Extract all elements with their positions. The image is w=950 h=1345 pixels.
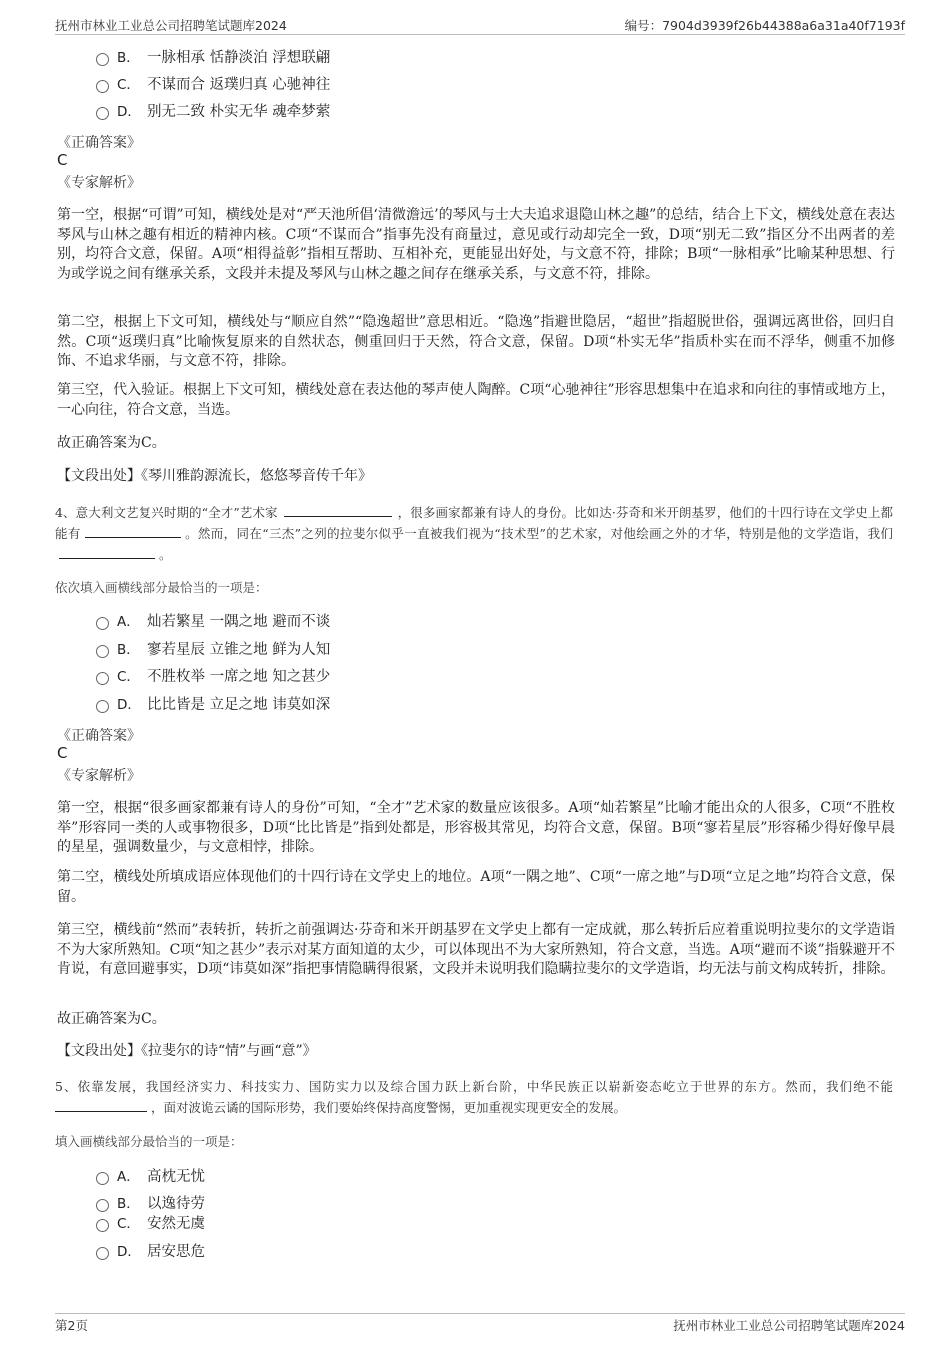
page-number: 第2页 bbox=[55, 1318, 88, 1333]
q3-analysis-p1: 第一空，根据“可谓”可知，横线处是对“严天池所倡‘清微澹远’的琴风与士大夫追求退隐山林之趣”的总结，结合上下文，横线处意在表达琴风与山林之趣有相近的精神内核。C项“不谋而合”指事先没有商量过，意见或行动却完全一致，D项“别无二致”指区分不出两者的差别，均符合文意，保留。A项“相得益彰”指相互帮助、互相补充，更能显出好处，与文意不符，排除；B项“一脉相承”比喻某种思想、行为或学说之间有继承关系，文段并未提及琴风与山林之趣之间存在继承关系，与文意不符，排除。 bbox=[57, 207, 895, 282]
q5-option-d[interactable]: D． 居安思危 bbox=[96, 1242, 205, 1262]
radio-icon[interactable] bbox=[96, 1172, 109, 1185]
radio-icon[interactable] bbox=[96, 80, 109, 93]
fill-blank-3[interactable] bbox=[59, 544, 155, 559]
q4-prompt: 依次填入画横线部分最恰当的一项是： bbox=[55, 580, 268, 595]
q5-prompt: 填入画横线部分最恰当的一项是： bbox=[55, 1134, 243, 1149]
radio-icon[interactable] bbox=[96, 1199, 109, 1212]
radio-icon[interactable] bbox=[96, 1219, 109, 1232]
q5-stem: 5、依靠发展，我国经济实力、科技实力、国防实力以及综合国力跃上新台阶，中华民族正以崭新姿态屹立于世界的东方。然而，我们绝不能，面对波诡云谲的国际形势，我们要始终保持高度警惕，更加重视实现更安全的发展。 bbox=[55, 1079, 893, 1115]
fill-blank-1[interactable] bbox=[284, 502, 392, 517]
radio-icon[interactable] bbox=[96, 617, 109, 630]
q3-conclusion: 故正确答案为C。 bbox=[57, 435, 166, 451]
q3-analysis-label: 《专家解析》 bbox=[57, 175, 141, 191]
fill-blank-2[interactable] bbox=[85, 523, 181, 538]
fill-blank-1[interactable] bbox=[55, 1097, 147, 1112]
q3-answer-label: 《正确答案》 bbox=[57, 135, 141, 151]
radio-icon[interactable] bbox=[96, 107, 109, 120]
page-header bbox=[55, 14, 905, 35]
q4-stem: 4、意大利文艺复兴时期的“全才”艺术家 ，很多画家都兼有诗人的身份。比如达·芬奇和米开朗基罗，他们的十四行诗在文学史上都能有 。然而，同在“三杰”之列的拉斐尔似乎一直被我们视为“技术型”的艺术家，对他绘画之外的才华，特别是他的文学造诣，我们。 bbox=[55, 502, 893, 565]
q5-option-a[interactable]: A． 高枕无忧 bbox=[96, 1167, 205, 1187]
q5-option-c[interactable]: C． 安然无虞 bbox=[96, 1214, 205, 1234]
page-footer bbox=[55, 1313, 905, 1336]
q4-answer-label: 《正确答案》 bbox=[57, 728, 141, 744]
q4-source: 【文段出处】《拉斐尔的诗“情”与画“意”》 bbox=[57, 1043, 317, 1059]
header-title: 抚州市林业工业总公司招聘笔试题库2024 bbox=[55, 18, 287, 33]
q3-source: 【文段出处】《琴川雅韵源流长，悠悠琴音传千年》 bbox=[57, 468, 372, 484]
q4-analysis-p3: 第三空，横线前“然而”表转折，转折之前强调达·芬奇和米开朗基罗在文学史上都有一定成就，那么转折后应着重说明拉斐尔的文学造诣不为大家所熟知。C项“知之甚少”表示对某方面知道的太少，可以体现出不为大家所熟知，符合文意，当选。A项“避而不谈”指躲避开不肯说，有意回避事实，D项“讳莫如深”指把事情隐瞒得很紧，文段并未说明我们隐瞒拉斐尔的文学造诣，均无法与前文构成转折，排除。 bbox=[57, 922, 895, 977]
q4-conclusion: 故正确答案为C。 bbox=[57, 1011, 166, 1027]
radio-icon[interactable] bbox=[96, 672, 109, 685]
q3-option-d[interactable]: D． 别无二致 朴实无华 魂牵梦萦 bbox=[96, 102, 330, 122]
q4-analysis-label: 《专家解析》 bbox=[57, 768, 141, 784]
radio-icon[interactable] bbox=[96, 700, 109, 713]
q5-option-b[interactable]: B． 以逸待劳 bbox=[96, 1194, 205, 1214]
q4-analysis-p2: 第二空，横线处所填成语应体现他们的十四行诗在文学史上的地位。A项“一隅之地”、C项“一席之地”与D项“立足之地”均符合文意，保留。 bbox=[57, 869, 895, 905]
q3-answer: C bbox=[57, 151, 68, 169]
q4-analysis-p1: 第一空，根据“很多画家都兼有诗人的身份”可知，“全才”艺术家的数量应该很多。A项“灿若繁星”比喻才能出众的人很多，C项“不胜枚举”形容同一类的人或事物很多，D项“比比皆是”指到处都是，形容极其常见，均符合文意，保留。B项“寥若星辰”形容稀少得好像早晨的星星，强调数量少，与文意相悖，排除。 bbox=[57, 800, 895, 855]
q4-option-d[interactable]: D． 比比皆是 立足之地 讳莫如深 bbox=[96, 695, 330, 715]
footer-title: 抚州市林业工业总公司招聘笔试题库2024 bbox=[673, 1318, 905, 1333]
document-id: 编号：7904d3939f26b44388a6a31a40f7193f bbox=[624, 18, 905, 33]
radio-icon[interactable] bbox=[96, 645, 109, 658]
q4-answer: C bbox=[57, 744, 68, 762]
q3-analysis-p3: 第三空，代入验证。根据上下文可知，横线处意在表达他的琴声使人陶醉。C项“心驰神往”形容思想集中在追求和向往的事情或地方上，一心向往，符合文意，当选。 bbox=[57, 382, 895, 418]
q4-option-c[interactable]: C． 不胜枚举 一席之地 知之甚少 bbox=[96, 667, 330, 687]
radio-icon[interactable] bbox=[96, 1247, 109, 1260]
q3-option-b[interactable]: B． 一脉相承 恬静淡泊 浮想联翩 bbox=[96, 48, 330, 68]
q4-option-a[interactable]: A． 灿若繁星 一隅之地 避而不谈 bbox=[96, 612, 330, 632]
q3-analysis-p2: 第二空，根据上下文可知，横线处与“顺应自然”“隐逸超世”意思相近。“隐逸”指避世隐居，“超世”指超脱世俗，强调远离世俗，回归自然。C项“返璞归真”比喻恢复原来的自然状态，侧重回归于天然，符合文意，保留。D项“朴实无华”指质朴实在而不浮华，侧重不加修饰、不追求华丽，与文意不符，排除。 bbox=[57, 314, 895, 369]
q3-option-c[interactable]: C． 不谋而合 返璞归真 心驰神往 bbox=[96, 75, 330, 95]
q4-option-b[interactable]: B． 寥若星辰 立锥之地 鲜为人知 bbox=[96, 640, 330, 660]
radio-icon[interactable] bbox=[96, 53, 109, 66]
